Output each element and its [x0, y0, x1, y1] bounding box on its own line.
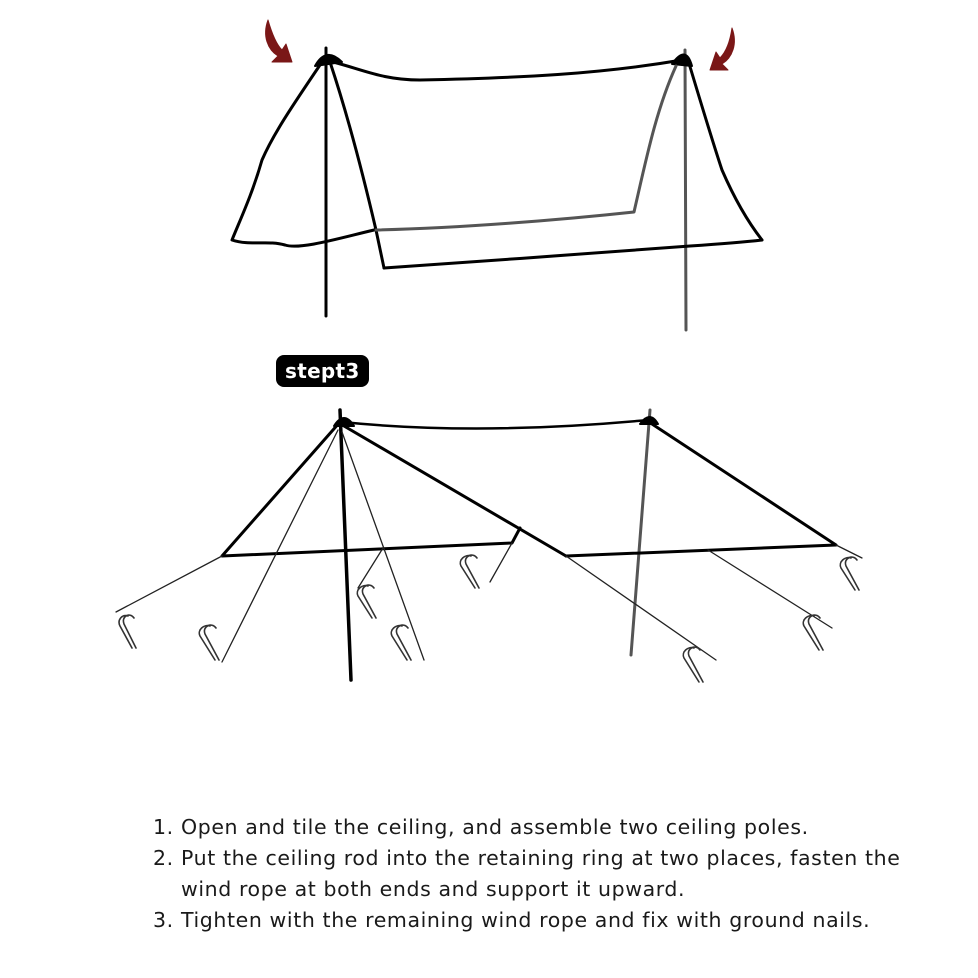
instruction-number: 2.: [153, 846, 174, 870]
tarp-left-flap: [232, 56, 374, 246]
ground-nail-icon: [119, 616, 132, 648]
arrow-right-icon: [710, 28, 734, 70]
instruction-list: [150, 812, 950, 936]
step3-tarp-illustration: [116, 410, 862, 682]
instruction-text: Put the ceiling rod into the retaining ring at two places, fasten the wind rope at both ends and support it upward.: [181, 846, 901, 901]
ground-nail-icon: [683, 648, 699, 682]
ground-nail-icon: [391, 626, 407, 660]
guy-rope: [222, 430, 338, 662]
instruction-item: [150, 843, 950, 905]
right-pole: [631, 410, 650, 655]
step-badge: stept3: [276, 355, 369, 387]
instruction-item: [150, 812, 950, 843]
left-pole: [340, 410, 351, 680]
right-pole: [685, 50, 686, 330]
guy-rope: [566, 556, 716, 660]
ground-nail-icon: [199, 626, 215, 660]
instruction-text: Open and tile the ceiling, and assemble two ceiling poles.: [181, 815, 809, 839]
tarp-right-panel: [566, 424, 836, 556]
ground-nail-icon: [803, 616, 819, 650]
ground-nail-icon: [840, 558, 855, 590]
right-pole-ring: [640, 417, 658, 424]
tarp-right-flap: [688, 60, 762, 240]
ground-nails: [119, 555, 859, 682]
guy-rope: [358, 548, 383, 588]
instruction-item: [150, 905, 950, 936]
tarp-back-edge: [376, 66, 676, 230]
tarp-diagonal-edge: [344, 426, 566, 556]
tarp-left-inner-edge: [330, 62, 384, 268]
guy-rope: [836, 545, 862, 558]
arrow-left-icon: [266, 20, 292, 62]
instruction-text: Tighten with the remaining wind rope and fix with ground nails.: [181, 908, 871, 932]
instruction-number: 3.: [153, 908, 174, 932]
instruction-number: 1.: [153, 815, 174, 839]
ground-nail-icon: [357, 586, 372, 618]
step2-tarp-illustration: [232, 20, 762, 330]
guy-rope: [490, 543, 512, 582]
tarp-front-edge: [384, 240, 762, 268]
tarp-ridge: [342, 420, 648, 429]
tarp-ridge: [325, 60, 682, 80]
guy-rope: [116, 556, 222, 612]
guy-ropes: [116, 430, 862, 662]
ground-nail-icon: [460, 556, 475, 588]
